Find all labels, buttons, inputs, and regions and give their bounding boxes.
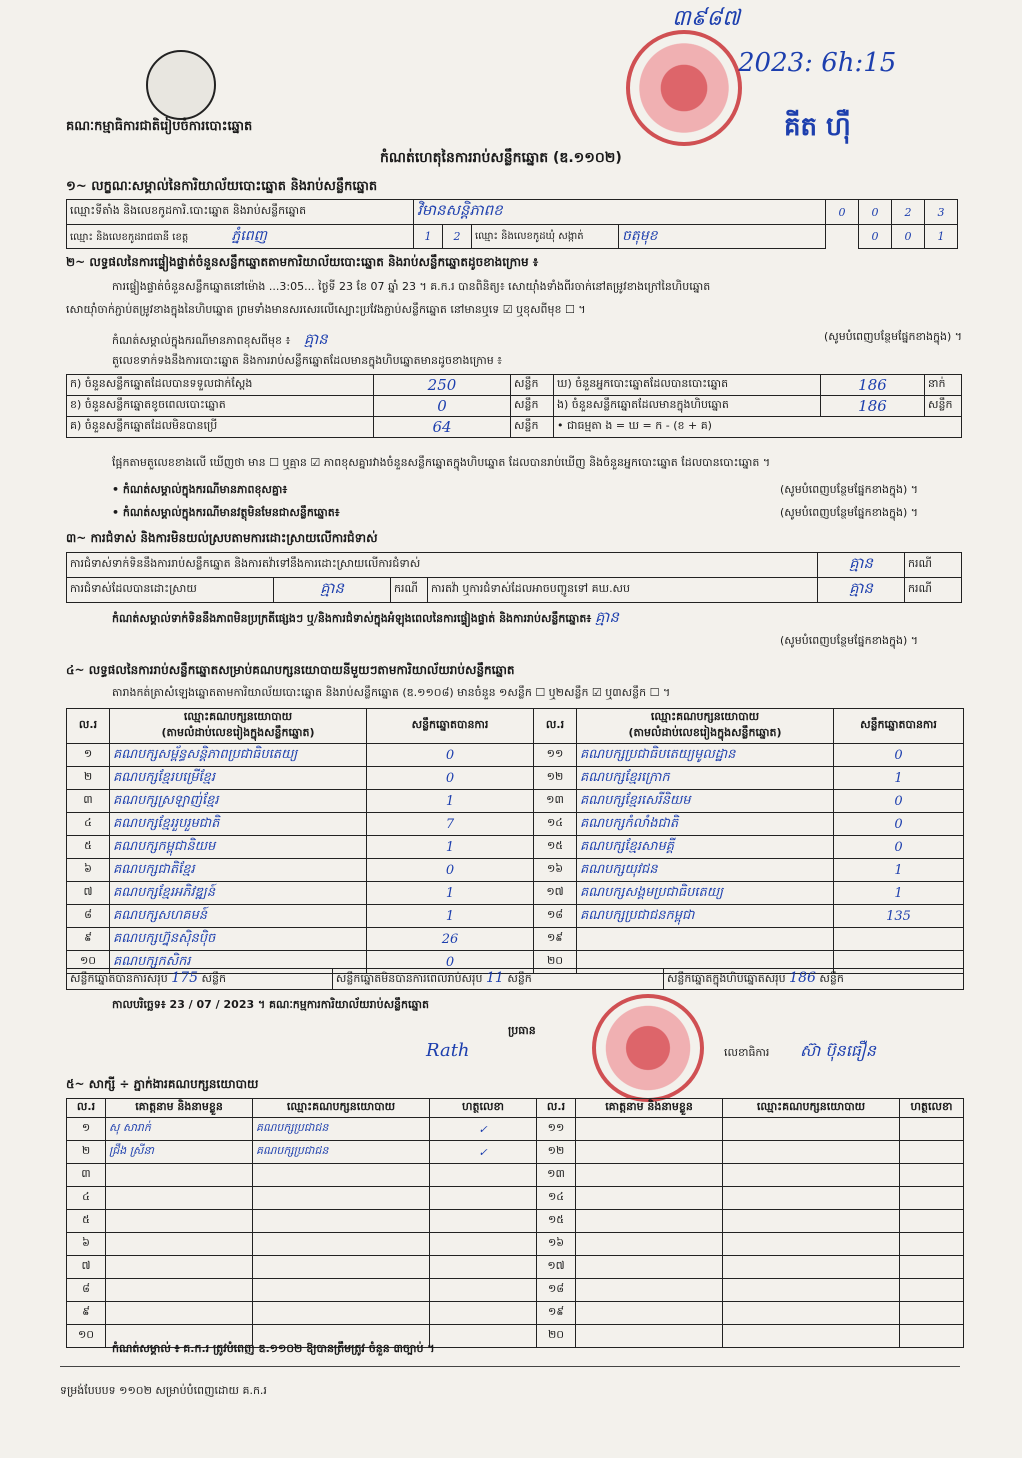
handwritten-receipt-number: ៣៩៨៧ bbox=[672, 6, 740, 31]
row-number[interactable]: ១៧ bbox=[537, 1256, 576, 1279]
difference-note-value: គ្មាន bbox=[303, 330, 328, 348]
party-votes: 0 bbox=[367, 767, 534, 790]
witness-name[interactable] bbox=[576, 1187, 723, 1210]
row-number: ១៩ bbox=[534, 928, 577, 951]
row-number[interactable]: ១៩ bbox=[537, 1302, 576, 1325]
result-row bbox=[67, 790, 964, 813]
party-name: គណបក្សជាតិខ្មែរ bbox=[110, 859, 367, 882]
witness-party[interactable] bbox=[253, 1256, 430, 1279]
figure-unit: នាក់ bbox=[925, 375, 962, 396]
result-row bbox=[67, 767, 964, 790]
figure-unit: សន្លឹក bbox=[511, 396, 554, 417]
figure-label: ឃ) ចំនួនអ្នកបោះឆ្នោតដែលបានបោះឆ្នោត bbox=[554, 375, 821, 396]
result-row bbox=[67, 836, 964, 859]
row-number[interactable]: ៥ bbox=[67, 1210, 106, 1233]
unit: សន្លឹក bbox=[819, 972, 844, 985]
col-party: ឈ្មោះគណបក្សនយោបាយ bbox=[253, 1099, 430, 1118]
section4-title: ៤~ លទ្ធផលនៃការរាប់សន្លឹកឆ្នោតសម្រាប់គណបក្សនយោបាយនីមួយៗតាមការិយាល័យរាប់សន្លឹកឆ្នោត bbox=[66, 663, 515, 677]
row-number[interactable]: ១ bbox=[67, 1118, 106, 1141]
result-row bbox=[67, 813, 964, 836]
figure-value: 64 bbox=[374, 417, 511, 438]
organization-name: គណៈកម្មាធិការជាតិរៀបចំការបោះឆ្នោត bbox=[66, 119, 253, 134]
final-note: កំណត់សម្គាល់ ៖ គ.ក.រ ត្រូវបំពេញ ឌ.១១០២ ឱ្យបានត្រឹមត្រូវ ចំនួន ៣ច្បាប់ ។ bbox=[112, 1342, 435, 1355]
witness-signature[interactable] bbox=[430, 1279, 537, 1302]
fill-note: (សូមបំពេញបន្ថែមផ្នែកខាងក្នុង) ។ bbox=[780, 506, 919, 519]
witness-signature[interactable] bbox=[900, 1279, 964, 1302]
witness-row bbox=[67, 1256, 964, 1279]
witness-name[interactable] bbox=[576, 1279, 723, 1302]
row-number: ១៦ bbox=[534, 859, 577, 882]
figure-value: 186 bbox=[821, 396, 925, 417]
witness-signature[interactable] bbox=[430, 1210, 537, 1233]
witness-name[interactable] bbox=[106, 1279, 253, 1302]
row-number[interactable]: ៤ bbox=[67, 1187, 106, 1210]
party-name: គណបក្សខ្មែរអភិវឌ្ឍន៍ bbox=[110, 882, 367, 905]
row-number: ១៥ bbox=[534, 836, 577, 859]
figure-label: គ) ចំនួនសន្លឹកឆ្នោតដែលមិនបានប្រើ bbox=[67, 417, 374, 438]
col-votes: សន្លឹកឆ្នោតបានការ bbox=[367, 709, 534, 744]
location-code-digit: 0 bbox=[826, 200, 859, 225]
unit: សន្លឹក bbox=[201, 972, 226, 985]
col-sign: ហត្ថលេខា bbox=[900, 1099, 964, 1118]
secretary-signature: ស៊ា ប៊ុនធឿន bbox=[800, 1041, 876, 1060]
total-valid bbox=[67, 969, 333, 990]
col-votes: សន្លឹកឆ្នោតបានការ bbox=[834, 709, 964, 744]
party-votes: 7 bbox=[367, 813, 534, 836]
row-number: ៤ bbox=[67, 813, 110, 836]
party-votes bbox=[834, 928, 964, 951]
row-number: ៦ bbox=[67, 859, 110, 882]
row-number: ៨ bbox=[67, 905, 110, 928]
witness-signature[interactable] bbox=[900, 1210, 964, 1233]
party-name: គណបក្សប្រជាធិបតេយ្យមូលដ្ឋាន bbox=[577, 744, 834, 767]
comparison-line: ផ្អែកតាមតួលេខខាងលើ ឃើញថា មាន ☐ ឬគ្មាន ☑ ភាពខុសគ្នារវាងចំនួនសន្លឹកឆ្នោតក្នុងហិបឆ្នោត ដែលបានរាប់ឃើញ និងចំនួនអ្នកបោះឆ្នោត ដែលបានបោះឆ្នោត ។ bbox=[112, 456, 771, 469]
row-number: ៧ bbox=[67, 882, 110, 905]
row-number: ១១ bbox=[534, 744, 577, 767]
row-number[interactable]: ២០ bbox=[537, 1325, 576, 1348]
case-unit: ករណី bbox=[905, 553, 962, 578]
party-votes: 135 bbox=[834, 905, 964, 928]
col-name: គោត្តនាម និងនាមខ្លួន bbox=[576, 1099, 723, 1118]
witness-signature[interactable] bbox=[900, 1325, 964, 1348]
total-valid-label: សន្លឹកឆ្នោតបានការសរុប bbox=[70, 972, 168, 985]
figures-row bbox=[67, 396, 962, 417]
witness-signature[interactable] bbox=[430, 1256, 537, 1279]
col-no: ល.រ bbox=[537, 1099, 576, 1118]
party-name: គណបក្សខ្មែរបម្រើខ្មែរ bbox=[110, 767, 367, 790]
row-number: ៥ bbox=[67, 836, 110, 859]
nec-logo bbox=[146, 50, 216, 120]
witness-party[interactable] bbox=[253, 1302, 430, 1325]
commune-label: ឈ្មោះ និងលេខកូដឃុំ សង្កាត់ bbox=[472, 225, 619, 249]
party-votes: 1 bbox=[367, 882, 534, 905]
irregularity-note-label: កំណត់សម្គាល់ទាក់ទិននឹងភាពមិនប្រក្រតីផ្សេងៗ ឬ/និងការជំទាស់ក្នុងអំឡុងពេលនៃការផ្ទៀងផ្ទាត់ និងការរាប់សន្លឹកឆ្នោត៖ bbox=[112, 612, 592, 625]
party-name: គណបក្សខ្មែរសេរីនិយម bbox=[577, 790, 834, 813]
party-name: គណបក្សយុវជន bbox=[577, 859, 834, 882]
witness-signature[interactable] bbox=[900, 1302, 964, 1325]
verification-line: ការផ្ទៀងផ្ទាត់ចំនួនសន្លឹកឆ្នោតនៅម៉ោង ...3:05... ថ្ងៃទី 23 ខែ 07 ឆ្នាំ 23 ។ គ.ក.រ បានពិនិត្យ៖ សោយ៉ាំងទាំងពីរចាក់នៅតម្រូវខាងក្រៅនៃហិបឆ្នោត bbox=[112, 280, 711, 293]
party-name: គណបក្សខ្មែររួបរួមជាតិ bbox=[110, 813, 367, 836]
witness-signature[interactable]: ✓ bbox=[430, 1118, 537, 1141]
commune-code-digit: 0 bbox=[859, 225, 892, 249]
total-invalid bbox=[332, 969, 663, 990]
party-votes: 1 bbox=[367, 905, 534, 928]
result-row bbox=[67, 882, 964, 905]
official-stamp-top bbox=[626, 30, 742, 146]
province-label-text: ឈ្មោះ និងលេខកូដរាជធានី ខេត្ត bbox=[70, 232, 189, 243]
col-party-sub: (តាមលំដាប់លេខរៀងក្នុងសន្លឹកឆ្នោត) bbox=[161, 726, 315, 739]
location-label: ឈ្មោះទីតាំង និងលេខកូដការិ.បោះឆ្នោត និងរាប់សន្លឹកឆ្នោត bbox=[67, 200, 414, 225]
row-number[interactable]: ៦ bbox=[67, 1233, 106, 1256]
location-code-digit: 0 bbox=[859, 200, 892, 225]
witness-party[interactable] bbox=[723, 1233, 900, 1256]
col-party bbox=[110, 709, 367, 744]
result-row bbox=[67, 905, 964, 928]
location-value: វិមានសន្តិភាពខ bbox=[414, 200, 826, 225]
witness-party[interactable]: គណបក្សប្រជាជន bbox=[253, 1141, 430, 1164]
witness-signature[interactable] bbox=[430, 1187, 537, 1210]
row-number[interactable]: ១៨ bbox=[537, 1279, 576, 1302]
row-number[interactable]: ១១ bbox=[537, 1118, 576, 1141]
party-name: គណបក្សសង្គមប្រជាធិបតេយ្យ bbox=[577, 882, 834, 905]
witness-signature[interactable] bbox=[900, 1118, 964, 1141]
result-row bbox=[67, 928, 964, 951]
party-votes: 1 bbox=[834, 767, 964, 790]
party-name: គណបក្សប្រជាជនកម្ពុជា bbox=[577, 905, 834, 928]
party-name: គណបក្សខ្មែរសាមគ្គី bbox=[577, 836, 834, 859]
total-invalid-label: សន្លឹកឆ្នោតមិនបានការពេលរាប់សរុប bbox=[335, 972, 483, 985]
province-label bbox=[67, 225, 414, 249]
secretary-label: លេខាធិការ bbox=[724, 1046, 770, 1059]
row-number: ៣ bbox=[67, 790, 110, 813]
row-number[interactable]: ៨ bbox=[67, 1279, 106, 1302]
party-votes: 0 bbox=[367, 951, 534, 974]
case-unit: ករណី bbox=[391, 578, 428, 603]
witness-signature[interactable] bbox=[430, 1325, 537, 1348]
section3-table bbox=[66, 552, 962, 603]
figure-value: 186 bbox=[821, 375, 925, 396]
form-footer: ទម្រង់បែបបទ ១១០២ សម្រាប់បំពេញដោយ គ.ក.រ bbox=[60, 1384, 267, 1397]
party-name: គណបក្សហ្វ៊ុនស៊ិនប៉ិច bbox=[110, 928, 367, 951]
witness-signature[interactable] bbox=[900, 1256, 964, 1279]
witness-signature[interactable] bbox=[900, 1233, 964, 1256]
section3-title: ៣~ ការជំទាស់ និងការមិនយល់ស្របតាមការដោះស្រាយលើការជំទាស់ bbox=[66, 531, 378, 545]
figure-unit: សន្លឹក bbox=[925, 396, 962, 417]
result-row bbox=[67, 744, 964, 767]
fill-note: (សូមបំពេញបន្ថែមផ្នែកខាងក្នុង) ។ bbox=[780, 483, 919, 496]
document-title: កំណត់ហេតុនៃការរាប់សន្លឹកឆ្នោត (ឌ.១១០២) bbox=[380, 150, 622, 166]
party-name: គណបក្សសម្ព័ន្ធសន្តិភាពប្រជាធិបតេយ្យ bbox=[110, 744, 367, 767]
witness-party[interactable] bbox=[253, 1210, 430, 1233]
witness-row bbox=[67, 1302, 964, 1325]
witness-name[interactable] bbox=[576, 1118, 723, 1141]
row-number[interactable]: ១៥ bbox=[537, 1210, 576, 1233]
party-name: គណបក្សកម្ពុជានិយម bbox=[110, 836, 367, 859]
witness-signature[interactable] bbox=[430, 1233, 537, 1256]
witness-party[interactable] bbox=[723, 1256, 900, 1279]
party-votes: 0 bbox=[367, 859, 534, 882]
witness-name[interactable] bbox=[106, 1302, 253, 1325]
row-number: ៩ bbox=[67, 928, 110, 951]
section1-table bbox=[66, 199, 958, 249]
footer-divider bbox=[60, 1366, 960, 1367]
row-number: ១៤ bbox=[534, 813, 577, 836]
row-number[interactable]: ៧ bbox=[67, 1256, 106, 1279]
objection-label: ការជំទាស់ទាក់ទិននឹងការរាប់សន្លឹកឆ្នោត និងការតវ៉ាទៅនឹងការដោះស្រាយលើការជំទាស់ bbox=[67, 553, 818, 578]
col-party-text: ឈ្មោះគណបក្សនយោបាយ bbox=[183, 710, 293, 723]
witness-row bbox=[67, 1164, 964, 1187]
total-in-box bbox=[663, 969, 963, 990]
row-number: ១៣ bbox=[534, 790, 577, 813]
row-number[interactable]: ១៦ bbox=[537, 1233, 576, 1256]
handwritten-receiver-name: គីត ហ៊ឺ bbox=[784, 112, 851, 142]
col-no: ល.រ bbox=[67, 1099, 106, 1118]
total-invalid-value: 11 bbox=[486, 970, 504, 986]
party-name: គណបក្សស្រឡាញ់ខ្មែរ bbox=[110, 790, 367, 813]
fill-note: (សូមបំពេញបន្ថែមផ្នែកខាងក្នុង) ។ bbox=[823, 330, 962, 343]
province-code-digit: 2 bbox=[443, 225, 472, 249]
witness-signature[interactable] bbox=[430, 1302, 537, 1325]
witness-signature[interactable]: ✓ bbox=[430, 1141, 537, 1164]
party-votes: 0 bbox=[834, 790, 964, 813]
result-row bbox=[67, 859, 964, 882]
witness-name[interactable]: សុ សារាក់ bbox=[106, 1118, 253, 1141]
witness-party[interactable] bbox=[723, 1187, 900, 1210]
row-number[interactable]: ១៤ bbox=[537, 1187, 576, 1210]
party-name: គណបក្សសហគមន៍ bbox=[110, 905, 367, 928]
figure-label: ខ) ចំនួនសន្លឹកឆ្នោតខូចពេលបោះឆ្នោត bbox=[67, 396, 374, 417]
witness-party[interactable] bbox=[253, 1279, 430, 1302]
witness-row bbox=[67, 1187, 964, 1210]
section5-title: ៥~ សាក្សី ÷ ភ្នាក់ងារគណបក្សនយោបាយ bbox=[66, 1077, 259, 1091]
witness-signature[interactable] bbox=[430, 1164, 537, 1187]
total-valid-value: 175 bbox=[171, 970, 198, 986]
witness-party[interactable] bbox=[253, 1233, 430, 1256]
irregularity-note bbox=[112, 608, 619, 630]
party-votes: 0 bbox=[834, 813, 964, 836]
col-party-sub: (តាមលំដាប់លេខរៀងក្នុងសន្លឹកឆ្នោត) bbox=[628, 726, 782, 739]
row-number: ១៨ bbox=[534, 905, 577, 928]
row-number[interactable]: ៣ bbox=[67, 1164, 106, 1187]
total-box-value: 186 bbox=[789, 970, 816, 986]
witness-signature[interactable] bbox=[900, 1164, 964, 1187]
row-number: ២០ bbox=[534, 951, 577, 974]
witness-name[interactable] bbox=[106, 1233, 253, 1256]
resolved-value: គ្មាន bbox=[274, 578, 391, 603]
date-line: កាលបរិច្ឆេទ៖ 23 / 07 / 2023 ។ គណៈកម្មការការិយាល័យរាប់សន្លឹកឆ្នោត bbox=[112, 998, 429, 1011]
handwritten-time: 2023: 6h:15 bbox=[738, 48, 897, 78]
verification-line-2: សោយ៉ាំចាក់ភ្ជាប់តម្រូវខាងក្នុងនៃហិបឆ្នោត ព្រមទាំងមានសរសេរលើស្បោះប្រវែងភ្ជាប់សន្លឹកឆ្នោត នៅមានឬទេ ☑ ឬខុសពីមុខ ☐ ។ bbox=[66, 303, 586, 316]
witness-name[interactable] bbox=[576, 1210, 723, 1233]
party-name: គណបក្សខ្មែរក្រោក bbox=[577, 767, 834, 790]
figure-label: ង) ចំនួនសន្លឹកឆ្នោតដែលមានក្នុងហិបឆ្នោត bbox=[554, 396, 821, 417]
row-number[interactable]: ២ bbox=[67, 1141, 106, 1164]
tally-sheet-note: តារាងកត់ត្រាសំឡេងឆ្នោតតាមការិយាល័យបោះឆ្នោត និងរាប់សន្លឹកឆ្នោត (ឌ.១១០៨) មានចំនួន ១សន្លឹក ☐ ឬ២សន្លឹក ☑ ឬ៣សន្លឹក ☐ ។ bbox=[112, 686, 671, 699]
witness-name[interactable] bbox=[106, 1256, 253, 1279]
party-votes: 1 bbox=[834, 882, 964, 905]
row-number: ១៧ bbox=[534, 882, 577, 905]
party-name bbox=[577, 928, 834, 951]
party-votes: 0 bbox=[834, 744, 964, 767]
resolved-label: ការជំទាស់ដែលបានដោះស្រាយ bbox=[67, 578, 274, 603]
witness-name[interactable] bbox=[576, 1256, 723, 1279]
witness-name[interactable] bbox=[106, 1187, 253, 1210]
figures-row bbox=[67, 417, 962, 438]
total-box-label: សន្លឹកឆ្នោតក្នុងហិបឆ្នោតសរុប bbox=[666, 972, 786, 985]
figure-label: ក) ចំនួនសន្លឹកឆ្នោតដែលបានទទួលជាក់ស្តែង bbox=[67, 375, 374, 396]
section2-title: ២~ លទ្ធផលនៃការផ្ទៀងផ្ទាត់ចំនួនសន្លឹកឆ្នោតតាមការិយាល័យបោះឆ្នោត និងរាប់សន្លឹកឆ្នោតដូចខាងក្រោម ៖ bbox=[66, 255, 539, 269]
witness-party[interactable] bbox=[253, 1164, 430, 1187]
witness-table bbox=[66, 1098, 964, 1348]
party-votes: 0 bbox=[367, 744, 534, 767]
col-party bbox=[577, 709, 834, 744]
case-unit: ករណី bbox=[905, 578, 962, 603]
party-results-table bbox=[66, 708, 964, 974]
location-code-digit: 2 bbox=[892, 200, 925, 225]
witness-row bbox=[67, 1118, 964, 1141]
province-code-digit: 1 bbox=[414, 225, 443, 249]
irregularity-note-value: គ្មាន bbox=[595, 608, 619, 626]
witness-party[interactable] bbox=[723, 1279, 900, 1302]
witness-party[interactable] bbox=[723, 1210, 900, 1233]
col-party-text: ឈ្មោះគណបក្សនយោបាយ bbox=[650, 710, 760, 723]
figures-intro: តួលេខទាក់ទងនឹងការបោះឆ្នោត និងការរាប់សន្លឹកឆ្នោតដែលមានក្នុងហិបឆ្នោតមានដូចខាងក្រោម ៖ bbox=[112, 354, 503, 367]
figure-value: 0 bbox=[374, 396, 511, 417]
witness-party[interactable] bbox=[723, 1118, 900, 1141]
difference-note bbox=[112, 330, 962, 352]
section2-figures-table bbox=[66, 374, 962, 438]
fill-note: (សូមបំពេញបន្ថែមផ្នែកខាងក្នុង) ។ bbox=[780, 634, 919, 647]
row-number: ១២ bbox=[534, 767, 577, 790]
party-name: គណបក្សកសិករ bbox=[110, 951, 367, 974]
bullet-foreign-objects: • កំណត់សម្គាល់ក្នុងករណីមានវត្ថុមិនមែនជាសន្លឹកឆ្នោត៖ bbox=[112, 506, 340, 519]
commune-value: ចតុមុខ bbox=[619, 225, 826, 249]
col-no: ល.រ bbox=[67, 709, 110, 744]
party-votes: 1 bbox=[367, 790, 534, 813]
appeal-label: ការតវ៉ា ឬការជំទាស់ដែលអាចបញ្ជូនទៅ គឃ.សប bbox=[428, 578, 818, 603]
witness-signature[interactable] bbox=[900, 1187, 964, 1210]
chair-label: ប្រធាន bbox=[508, 1024, 536, 1037]
witness-name[interactable] bbox=[106, 1210, 253, 1233]
figure-value: 250 bbox=[374, 375, 511, 396]
witness-party[interactable] bbox=[723, 1164, 900, 1187]
witness-party[interactable] bbox=[723, 1325, 900, 1348]
witness-party[interactable] bbox=[723, 1302, 900, 1325]
bullet-difference: • កំណត់សម្គាល់ក្នុងករណីមានភាពខុសគ្នា៖ bbox=[112, 483, 288, 496]
witness-name[interactable] bbox=[576, 1325, 723, 1348]
witness-row bbox=[67, 1279, 964, 1302]
witness-row bbox=[67, 1210, 964, 1233]
row-number[interactable]: ១៣ bbox=[537, 1164, 576, 1187]
witness-name[interactable]: ជ្រឹង ស្រីនា bbox=[106, 1141, 253, 1164]
row-number: ២ bbox=[67, 767, 110, 790]
figure-unit: សន្លឹក bbox=[511, 417, 554, 438]
section1-title: ១~ លក្ខណៈសម្គាល់នៃការិយាល័យបោះឆ្នោត និងរាប់សន្លឹកឆ្នោត bbox=[66, 179, 378, 194]
witness-name[interactable] bbox=[576, 1141, 723, 1164]
party-votes: 26 bbox=[367, 928, 534, 951]
party-name: គណបក្សកំលាំងជាតិ bbox=[577, 813, 834, 836]
witness-name[interactable] bbox=[576, 1233, 723, 1256]
party-votes: 1 bbox=[367, 836, 534, 859]
col-party: ឈ្មោះគណបក្សនយោបាយ bbox=[723, 1099, 900, 1118]
row-number[interactable]: ៩ bbox=[67, 1302, 106, 1325]
row-number[interactable]: ១២ bbox=[537, 1141, 576, 1164]
col-no: ល.រ bbox=[534, 709, 577, 744]
formula-note: • ជាធម្មតា ង = ឃ = ក - (ខ + គ) bbox=[554, 417, 962, 438]
witness-party[interactable]: គណបក្សប្រជាជន bbox=[253, 1118, 430, 1141]
appeal-value: គ្មាន bbox=[818, 578, 905, 603]
province-value: ភ្នំពេញ bbox=[231, 228, 267, 244]
witness-signature[interactable] bbox=[900, 1141, 964, 1164]
figure-unit: សន្លឹក bbox=[511, 375, 554, 396]
witness-name[interactable] bbox=[576, 1302, 723, 1325]
witness-party[interactable] bbox=[253, 1187, 430, 1210]
location-code-digit: 3 bbox=[925, 200, 958, 225]
witness-row bbox=[67, 1233, 964, 1256]
row-number: ១ bbox=[67, 744, 110, 767]
difference-note-label: កំណត់សម្គាល់ក្នុងករណីមានភាពខុសពីមុខ ៖ bbox=[112, 334, 291, 347]
witness-row bbox=[67, 1141, 964, 1164]
unit: សន្លឹក bbox=[507, 972, 532, 985]
party-votes: 0 bbox=[834, 836, 964, 859]
commune-code-digit: 1 bbox=[925, 225, 958, 249]
col-sign: ហត្ថលេខា bbox=[430, 1099, 537, 1118]
official-stamp-bottom bbox=[592, 994, 704, 1102]
row-number[interactable]: ១០ bbox=[67, 1325, 106, 1348]
figures-row bbox=[67, 375, 962, 396]
row-number: ១០ bbox=[67, 951, 110, 974]
witness-name[interactable] bbox=[106, 1164, 253, 1187]
witness-party[interactable] bbox=[723, 1141, 900, 1164]
chair-signature: Rath bbox=[426, 1040, 470, 1061]
commune-code-digit: 0 bbox=[892, 225, 925, 249]
col-name: គោត្តនាម និងនាមខ្លួន bbox=[106, 1099, 253, 1118]
witness-name[interactable] bbox=[576, 1164, 723, 1187]
totals-table bbox=[66, 968, 964, 990]
objection-value: គ្មាន bbox=[818, 553, 905, 578]
party-votes: 1 bbox=[834, 859, 964, 882]
